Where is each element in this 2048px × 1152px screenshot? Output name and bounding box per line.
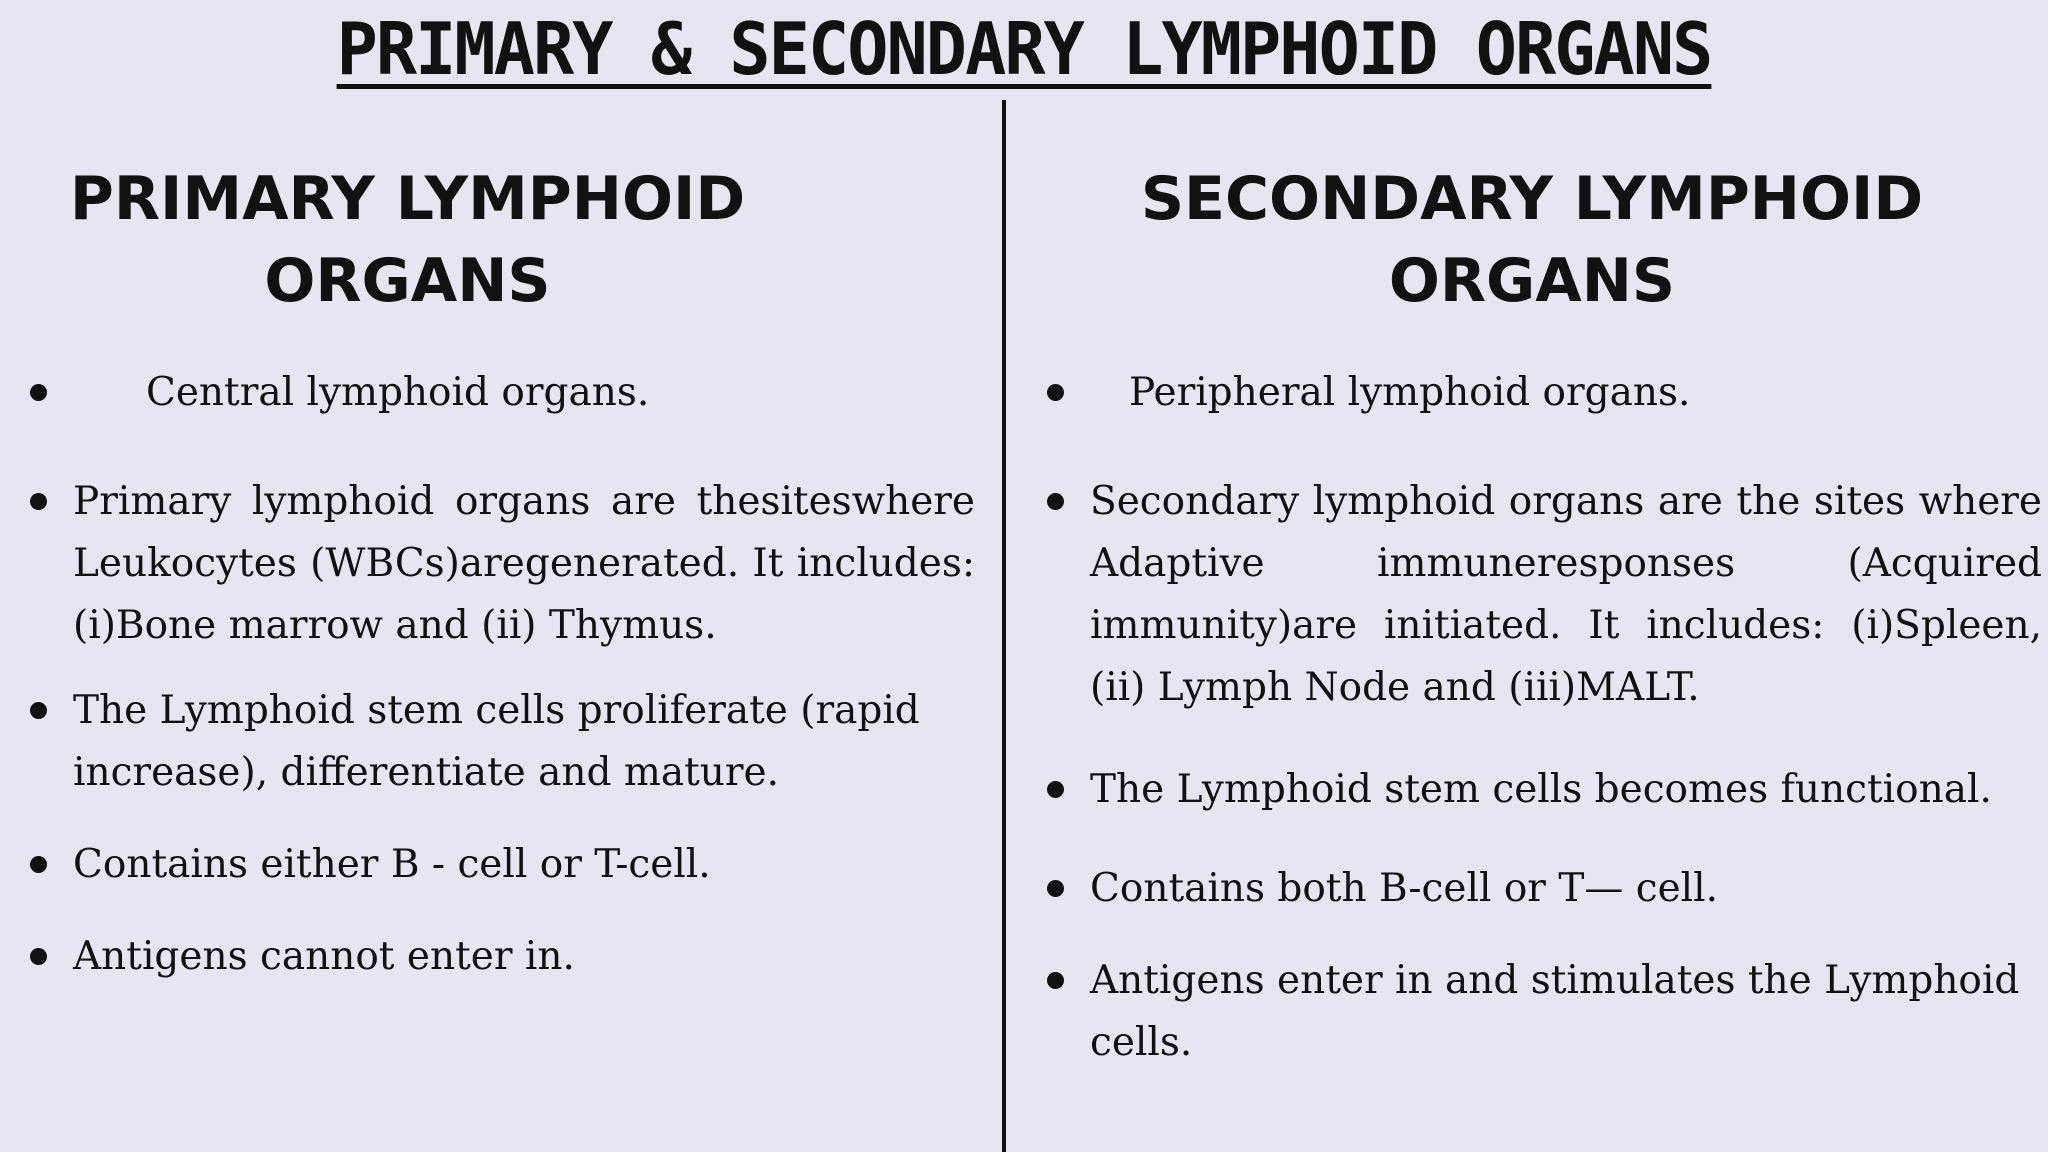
page-title-text: PRIMARY & SECONDARY LYMPHOID ORGANS	[336, 7, 1712, 91]
secondary-bullet-3-text: The Lymphoid stem cells becomes functional.	[1090, 767, 1992, 812]
secondary-bullet-3	[1047, 759, 2042, 821]
bullet-dot-icon	[1047, 384, 1064, 401]
secondary-heading-line2: ORGANS	[1388, 246, 1676, 316]
primary-bullet-3	[30, 680, 975, 804]
secondary-bullet-2-text: Secondary lymphoid organs are the sites where Adaptive immuneresponses (Acquired immunity)are initiated. It includes: (i)Spleen, (ii) Lymph Node and (iii)MALT.	[1090, 479, 2042, 710]
page-title	[51, 6, 1997, 92]
bullet-dot-icon	[1047, 880, 1064, 897]
bullet-dot-icon	[30, 384, 47, 401]
primary-bullet-4-text: Contains either B - cell or T-cell.	[73, 842, 711, 887]
primary-bullet-2	[30, 471, 975, 657]
bullet-dot-icon	[1047, 781, 1064, 798]
primary-bullet-4	[30, 834, 930, 896]
secondary-bullet-2	[1047, 471, 2042, 719]
primary-heading-line2: ORGANS	[264, 246, 551, 316]
primary-bullet-1	[30, 362, 730, 424]
secondary-bullet-5	[1047, 950, 2042, 1074]
primary-bullet-2-text: Primary lymphoid organs are thesiteswhere Leukocytes (WBCs)aregenerated. It includes: (i)Bone marrow and (ii) Thymus.	[73, 479, 975, 648]
primary-bullet-3-text: The Lymphoid stem cells proliferate (rapid increase), differentiate and mature.	[73, 688, 920, 795]
secondary-heading-line1: SECONDARY LYMPHOID	[1140, 164, 1924, 234]
primary-bullet-5-text: Antigens cannot enter in.	[73, 934, 575, 979]
bullet-dot-icon	[1047, 493, 1064, 510]
secondary-bullet-4-text: Contains both B-cell or T— cell.	[1090, 866, 1719, 911]
primary-heading	[30, 158, 785, 322]
primary-bullet-1-text: Central lymphoid organs.	[146, 370, 650, 415]
bullet-dot-icon	[30, 493, 47, 510]
bullet-dot-icon	[30, 948, 47, 965]
primary-heading-line1: PRIMARY LYMPHOID	[69, 164, 746, 234]
bullet-dot-icon	[1047, 972, 1064, 989]
secondary-bullet-4	[1047, 858, 2042, 920]
primary-bullet-5	[30, 926, 930, 988]
bullet-dot-icon	[30, 702, 47, 719]
secondary-bullet-1	[1047, 362, 1947, 424]
secondary-bullet-1-text: Peripheral lymphoid organs.	[1129, 370, 1691, 415]
column-divider	[1002, 100, 1006, 1152]
bullet-dot-icon	[30, 856, 47, 873]
secondary-bullet-5-text: Antigens enter in and stimulates the Lymphoid cells.	[1090, 958, 2020, 1065]
secondary-heading	[1047, 158, 2017, 322]
